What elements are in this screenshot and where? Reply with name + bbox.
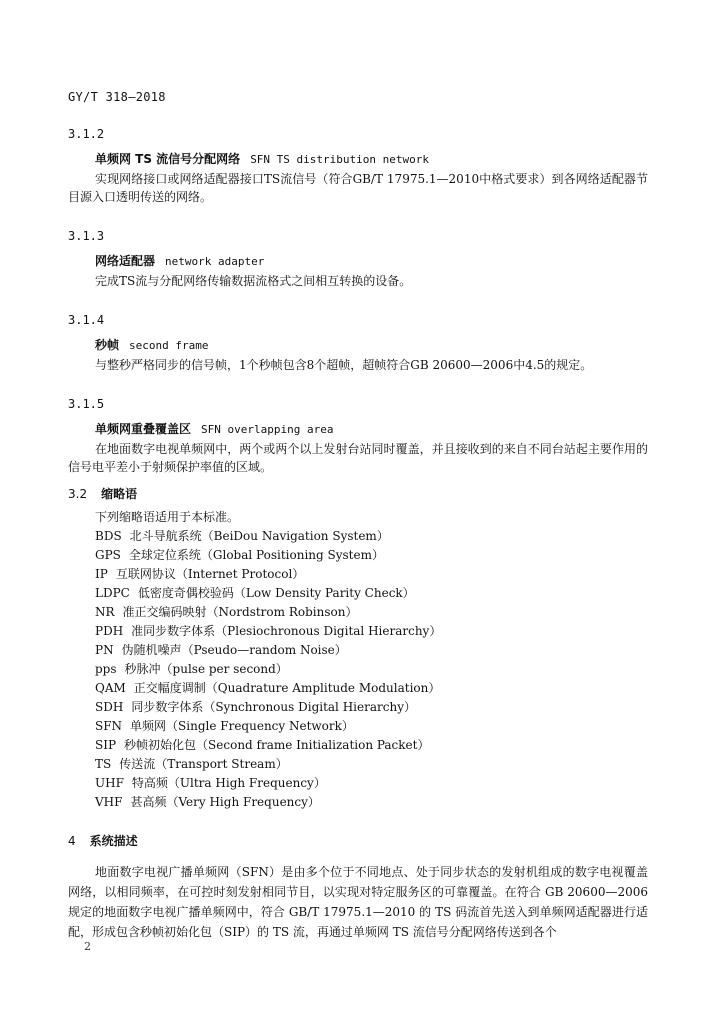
page-content	[68, 122, 648, 942]
abbreviation-item	[95, 736, 648, 755]
term-heading	[95, 252, 648, 271]
term-english: network adapter	[165, 255, 265, 268]
abbreviation-code: TS	[95, 757, 112, 771]
definition-3-1-3	[68, 224, 648, 290]
abbreviation-expansion: 互联网协议（Internet Protocol）	[115, 567, 305, 581]
abbreviations-intro: 下列缩略语适用于本标准。	[95, 510, 240, 524]
term-english: SFN TS distribution network	[250, 153, 429, 166]
abbreviation-item	[95, 527, 648, 546]
abbreviation-code: LDPC	[95, 586, 130, 600]
clause-number: 3.1.3	[68, 229, 105, 243]
abbreviation-code: GPS	[95, 548, 121, 562]
term-chinese: 单频网重叠覆盖区	[95, 422, 192, 436]
standard-code-header: GY/T 318—2018	[68, 90, 166, 104]
abbreviation-item	[95, 717, 648, 736]
term-heading	[95, 336, 648, 355]
term-heading	[95, 420, 648, 439]
definition-3-1-5	[68, 392, 648, 476]
abbreviation-expansion: 秒脉冲（pulse per second）	[124, 662, 288, 676]
abbreviation-expansion: 同步数字体系（Synchronous Digital Hierarchy）	[131, 700, 416, 714]
abbreviation-item	[95, 774, 648, 793]
abbreviation-item	[95, 584, 648, 603]
abbreviation-item	[95, 546, 648, 565]
abbreviation-expansion: 北斗导航系统（BeiDou Navigation System）	[129, 529, 389, 543]
term-chinese: 秒帧	[95, 338, 120, 352]
abbreviation-code: BDS	[95, 529, 122, 543]
abbreviation-expansion: 全球定位系统（Global Positioning System）	[128, 548, 384, 562]
page-number: 2	[84, 940, 91, 953]
term-definition: 完成TS流与分配网络传输数据流格式之间相互转换的设备。	[95, 274, 412, 288]
abbreviation-expansion: 低密度奇偶校验码（Low Density Parity Check）	[137, 586, 415, 600]
abbreviation-code: VHF	[95, 795, 123, 809]
abbreviation-expansion: 特高频（Ultra High Frequency）	[131, 776, 326, 790]
abbreviation-code: SDH	[95, 700, 124, 714]
abbreviation-item	[95, 698, 648, 717]
clause-number: 3.1.4	[68, 313, 105, 327]
abbreviation-code: PDH	[95, 624, 124, 638]
abbreviation-item	[95, 793, 648, 812]
term-heading	[95, 150, 648, 169]
abbreviations-number: 3.2	[68, 487, 88, 501]
term-chinese: 单频网 TS 流信号分配网络	[95, 152, 241, 166]
abbreviation-item	[95, 622, 648, 641]
abbreviation-code: IP	[95, 567, 108, 581]
abbreviation-code: SFN	[95, 719, 123, 733]
abbreviation-item	[95, 641, 648, 660]
chapter-paragraph: 地面数字电视广播单频网（SFN）是由多个位于不同地点、处于同步状态的发射机组成的数字电视覆盖网络，以相同频率，在可控时刻发射相同节目，以实现对特定服务区的可靠覆盖。在符合 GB 20600—2006 规定的地面数字电视广播单频网中，符合 GB/T 17975.1—2010 的 TS 码流首先送入到单频网适配器进行适配，形成包含秒帧初始化包（SIP）的 TS 流，再通过单频网 TS 流信号分配网络传送到各个	[68, 865, 648, 939]
definition-3-1-4	[68, 308, 648, 374]
abbreviation-code: pps	[95, 662, 117, 676]
abbreviation-code: SIP	[95, 738, 117, 752]
abbreviation-item	[95, 660, 648, 679]
abbreviation-expansion: 准同步数字体系（Plesiochronous Digital Hierarchy）	[131, 624, 442, 638]
term-english: SFN overlapping area	[201, 423, 334, 436]
abbreviation-expansion: 秒帧初始化包（Second frame Initialization Packet）	[124, 738, 430, 752]
chapter-title: 系统描述	[89, 834, 138, 848]
term-definition: 在地面数字电视单频网中，两个或两个以上发射台站同时覆盖，并且接收到的来自不同台站起主要作用的信号电平差小于射频保护率值的区域。	[68, 442, 648, 474]
chapter-heading	[68, 830, 648, 852]
abbreviation-code: UHF	[95, 776, 124, 790]
clause-number: 3.1.5	[68, 397, 105, 411]
abbreviation-expansion: 准正交编码映射（Nordstrom Robinson）	[122, 605, 358, 619]
abbreviation-expansion: 单频网（Single Frequency Network）	[130, 719, 354, 733]
abbreviation-item	[95, 603, 648, 622]
clause-number: 3.1.2	[68, 127, 105, 141]
definition-3-1-2	[68, 122, 648, 206]
abbreviation-expansion: 甚高频（Very High Frequency）	[130, 795, 320, 809]
abbreviation-expansion: 正交幅度调制（Quadrature Amplitude Modulation）	[133, 681, 441, 695]
chapter-number: 4	[68, 834, 76, 848]
term-definition: 实现网络接口或网络适配器接口TS流信号（符合GB/T 17975.1—2010中格式要求）到各网络适配器节目源入口透明传送的网络。	[68, 172, 648, 204]
abbreviation-code: PN	[95, 643, 114, 657]
abbreviation-expansion: 伪随机噪声（Pseudo—random Noise）	[121, 643, 347, 657]
abbreviations-list	[95, 527, 648, 812]
abbreviations-heading	[68, 482, 648, 506]
term-chinese: 网络适配器	[95, 254, 156, 268]
abbreviations-title: 缩略语	[101, 487, 138, 501]
term-definition: 与整秒严格同步的信号帧，1个秒帧包含8个超帧，超帧符合GB 20600—2006中4.5的规定。	[95, 358, 593, 372]
abbreviation-code: QAM	[95, 681, 126, 695]
abbreviation-expansion: 传送流（Transport Stream）	[119, 757, 288, 771]
abbreviation-item	[95, 679, 648, 698]
term-english: second frame	[129, 339, 209, 352]
abbreviation-item	[95, 755, 648, 774]
abbreviation-code: NR	[95, 605, 115, 619]
abbreviation-item	[95, 565, 648, 584]
